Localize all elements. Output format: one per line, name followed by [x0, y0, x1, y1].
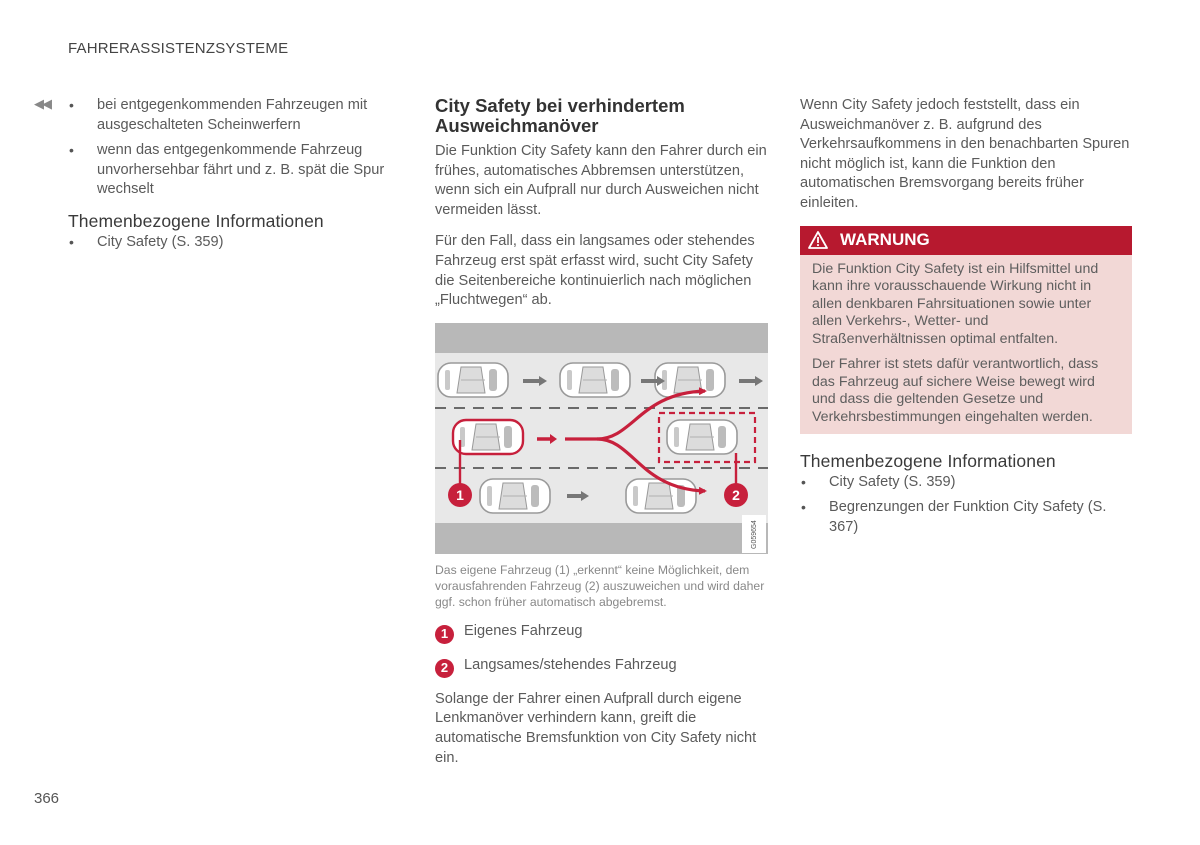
- warning-body: [800, 255, 1132, 435]
- list-item: • bei entgegenkommenden Fahrzeugen mit ausgeschalteten Scheinwerfern: [68, 96, 398, 135]
- warning-triangle-icon: [808, 231, 828, 249]
- intro-paragraph: Die Funktion City Safety kann den Fahrer durch ein frühes, automatisches Abbremsen unterstützen, wenn sich ein Aufprall nur durch Ausweichen nicht vermeiden lässt.: [435, 143, 767, 218]
- legend-text-1: Eigenes Fahrzeug: [464, 622, 583, 639]
- warning-paragraph-1: Die Funktion City Safety ist ein Hilfsmittel und kann ihre vorausschauende Wirkung nicht in allen denkbaren Fahrsituationen sowie unter allen Verkehrs-, Wetter- und Straßenverhältnissen optimal entfalten.: [812, 260, 1099, 347]
- traffic-diagram: [435, 323, 768, 554]
- related-info-list: [68, 233, 398, 253]
- related-link[interactable]: • City Safety (S. 359): [800, 473, 1132, 493]
- related-info-list: [800, 473, 1132, 538]
- running-header: FAHRERASSISTENZSYSTEME: [68, 40, 289, 57]
- legend-number-1: 1: [435, 625, 454, 644]
- marker-1-label: 1: [456, 486, 464, 503]
- back-navigation-icon[interactable]: ◀◀: [34, 96, 50, 111]
- early-braking-paragraph: Wenn City Safety jedoch feststellt, dass ein Ausweichmanöver z. B. aufgrund des Verkehrsaufkommens in den benachbarten Spuren nicht möglich ist, kann die Funktion den automatischen Bremsvorgang bereits früher einleiten.: [800, 97, 1130, 211]
- warning-box: [800, 226, 1132, 435]
- warning-paragraph-2: Der Fahrer ist stets dafür verantwortlich, dass das Fahrzeug auf sichere Weise bewegt wird und dass die geltenden Gesetze und Verkehrsbestimmungen eingehalten werden.: [812, 356, 1099, 425]
- section-title: [435, 96, 767, 136]
- marker-2-label: 2: [732, 486, 740, 503]
- list-item: • wenn das entgegenkommende Fahrzeug unvorhersehbar fährt und z. B. spät die Spur wechselt: [68, 141, 398, 200]
- figure-code: G059654: [751, 519, 758, 549]
- related-info-heading: Themenbezogene Informationen: [800, 451, 1056, 472]
- related-info-heading: Themenbezogene Informationen: [68, 210, 324, 231]
- related-link[interactable]: • Begrenzungen der Funktion City Safety (S. 367): [800, 498, 1132, 537]
- warning-header: [800, 226, 1132, 255]
- figure-caption: Das eigene Fahrzeug (1) „erkennt“ keine Möglichkeit, dem vorausfahrenden Fahrzeug (2) auszuweichen und wird daher ggf. schon früher automatisch abgebremst.: [435, 562, 765, 609]
- related-link[interactable]: • City Safety (S. 359): [68, 233, 398, 253]
- warning-label: WARNUNG: [840, 230, 930, 250]
- column-middle: [435, 96, 767, 780]
- page-number: 366: [34, 790, 60, 807]
- legend-item-2: [435, 656, 767, 678]
- traffic-illustration: [435, 323, 768, 554]
- section-title-line-2: Ausweichmanöver: [435, 115, 599, 136]
- legend-number-2: 2: [435, 659, 454, 678]
- escape-route-paragraph: Für den Fall, dass ein langsames oder stehendes Fahrzeug erst spät erfasst wird, sucht City Safety die Seitenbereiche kontinuierlich nach möglichen „Fluchtwegen“ ab.: [435, 233, 755, 309]
- legend-text-2: Langsames/stehendes Fahrzeug: [464, 656, 677, 673]
- condition-list: [68, 96, 398, 200]
- section-title-line-1: City Safety bei verhindertem: [435, 95, 685, 116]
- column-left: [68, 96, 398, 258]
- column-right: [800, 96, 1132, 543]
- closing-paragraph: Solange der Fahrer einen Aufprall durch eigene Lenkmanöver verhindern kann, greift die automatische Bremsfunktion von City Safety nicht ein.: [435, 690, 757, 766]
- legend-item-1: [435, 622, 767, 644]
